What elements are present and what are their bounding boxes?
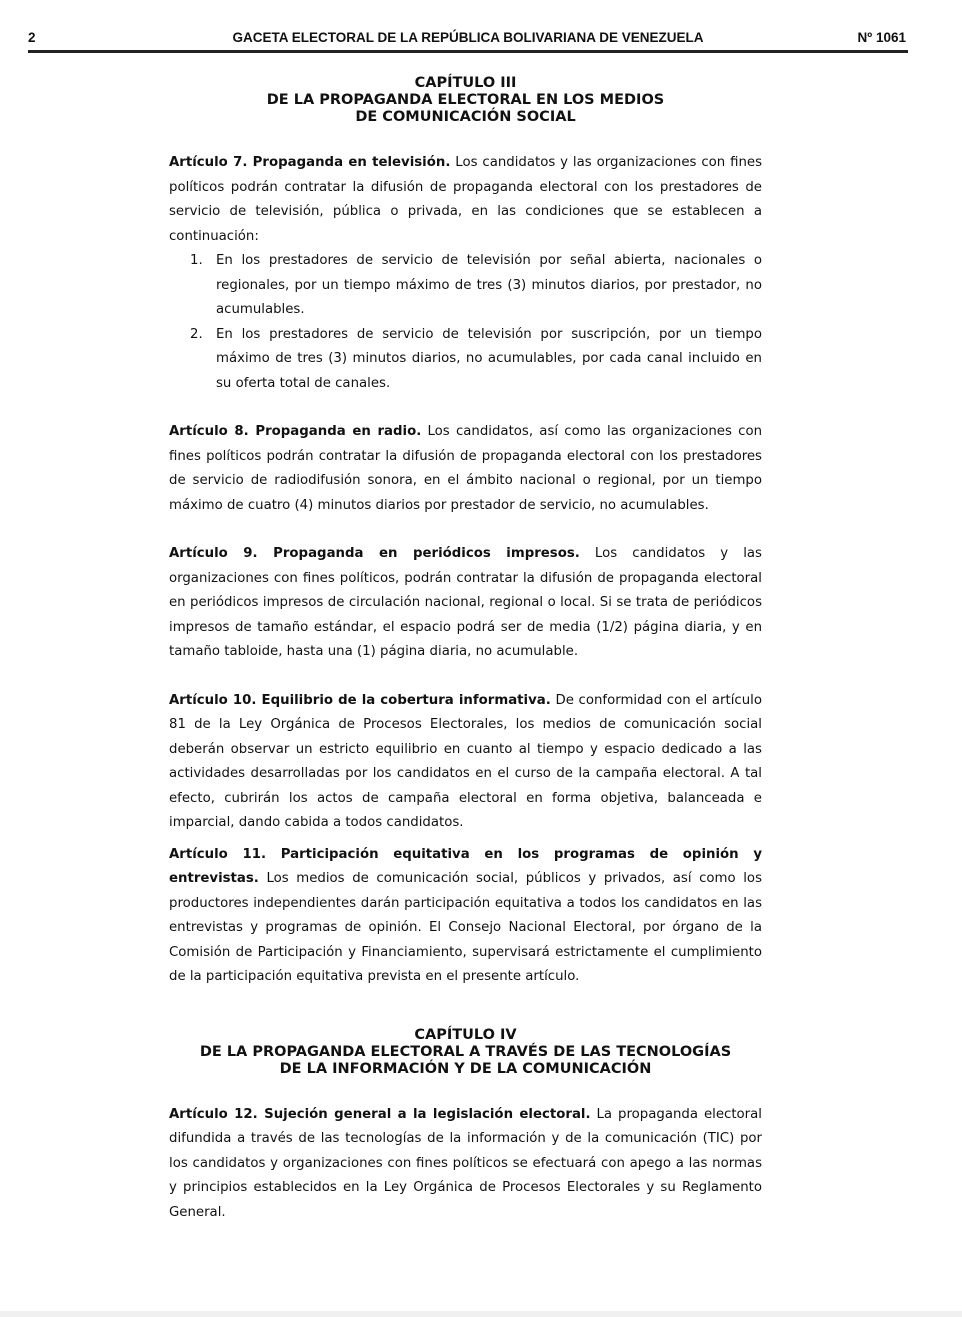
article-title: Artículo 12. Sujeción general a la legislación electoral. <box>169 1106 591 1122</box>
article-text: Los candidatos, así como las organizaciones con fines políticos podrán contratar la difusión de propaganda electoral con los prestadores de servicio de radiodifusión sonora, en el ámbito nacional o regional, por un tiempo máximo de cuatro (4) minutos diarios por prestador de servicio, no acumulables. <box>169 424 763 513</box>
list-item <box>169 249 762 323</box>
list-item-number: 2. <box>190 326 203 342</box>
issue-number: Nº 1061 <box>857 30 906 45</box>
chapter-title: CAPÍTULO III <box>414 75 517 91</box>
article-8 <box>169 420 762 518</box>
article-7-list <box>169 249 762 396</box>
article-title: Artículo 10. Equilibrio de la cobertura informativa. <box>169 692 551 708</box>
document-body <box>169 75 762 1225</box>
page-bottom-edge <box>0 1311 962 1317</box>
article-7 <box>169 151 762 249</box>
article-10 <box>169 689 762 836</box>
article-text: Los candidatos y las organizaciones con fines políticos podrán contratar la difusión de propaganda electoral con los prestadores de servicio de televisión, pública o privada, en las condiciones que se establecen a continuación: <box>169 155 762 244</box>
chapter-title: CAPÍTULO IV <box>414 1026 517 1043</box>
chapter-4-heading <box>169 1027 762 1078</box>
chapter-subtitle: DE COMUNICACIÓN SOCIAL <box>355 109 576 125</box>
article-text: La propaganda electoral difundida a través de las tecnologías de la información y de la comunicación (TIC) por los candidatos y organizaciones con fines políticos se efectuará con apego a las normas y principios establecidos en la Ley Orgánica de Procesos Electorales y su Reglamento General. <box>169 1106 762 1220</box>
article-text: Los medios de comunicación social, públicos y privados, así como los productores independientes darán participación equitativa a todos los candidatos en las entrevistas y programas de opinión. El Consejo Nacional Electoral, por órgano de la Comisión de Participación y Financiamiento, supervisará estrictamente el cumplimiento de la participación equitativa prevista en el presente artículo. <box>169 871 762 984</box>
chapter-3-heading <box>169 75 762 126</box>
list-item-text: En los prestadores de servicio de televisión por suscripción, por un tiempo máximo de tres (3) minutos diarios, no acumulables, por cada canal incluido en su oferta total de canales. <box>216 326 762 391</box>
list-item-number: 1. <box>190 253 203 268</box>
page-header <box>28 30 908 53</box>
list-item <box>169 323 762 397</box>
article-text: De conformidad con el artículo 81 de la Ley Orgánica de Procesos Electorales, los medios de comunicación social deberán observar un estricto equilibrio en cuanto al tiempo y espacio dedicado a las actividades desarrolladas por los candidatos en el curso de la campaña electoral. A tal efecto, cubrirán los actos de campaña electoral en forma objetiva, balanceada e imparcial, dando cabida a todos candidatos. <box>169 692 762 830</box>
article-title: Artículo 8. Propaganda en radio. <box>169 424 422 439</box>
article-text: Los candidatos y las organizaciones con fines políticos, podrán contratar la difusión de propaganda electoral en periódicos impresos de circulación nacional, regional o local. Si se trata de periódicos impresos de tamaño estándar, el espacio podrá ser de media (1/2) página diaria, y en tamaño tabloide, hasta una (1) página diaria, no acumulable. <box>169 546 762 659</box>
gazette-title: GACETA ELECTORAL DE LA REPÚBLICA BOLIVARIANA DE VENEZUELA <box>232 30 704 45</box>
article-title: Artículo 9. Propaganda en periódicos impresos. <box>169 546 580 561</box>
article-12 <box>169 1103 762 1226</box>
chapter-subtitle: DE LA PROPAGANDA ELECTORAL EN LOS MEDIOS <box>266 92 665 108</box>
page-number: 2 <box>28 30 36 45</box>
article-9 <box>169 542 762 665</box>
list-item-text: En los prestadores de servicio de televisión por señal abierta, nacionales o regionales, por un tiempo máximo de tres (3) minutos diarios, por prestador, no acumulables. <box>216 253 762 317</box>
article-11 <box>169 843 762 990</box>
chapter-subtitle: DE LA PROPAGANDA ELECTORAL A TRAVÉS DE LAS TECNOLOGÍAS <box>199 1043 732 1060</box>
chapter-subtitle: DE LA INFORMACIÓN Y DE LA COMUNICACIÓN <box>279 1060 652 1077</box>
article-title: Artículo 11. Participación equitativa en los programas de opinión y entrevistas. <box>169 846 762 886</box>
article-title: Artículo 7. Propaganda en televisión. <box>169 155 451 170</box>
